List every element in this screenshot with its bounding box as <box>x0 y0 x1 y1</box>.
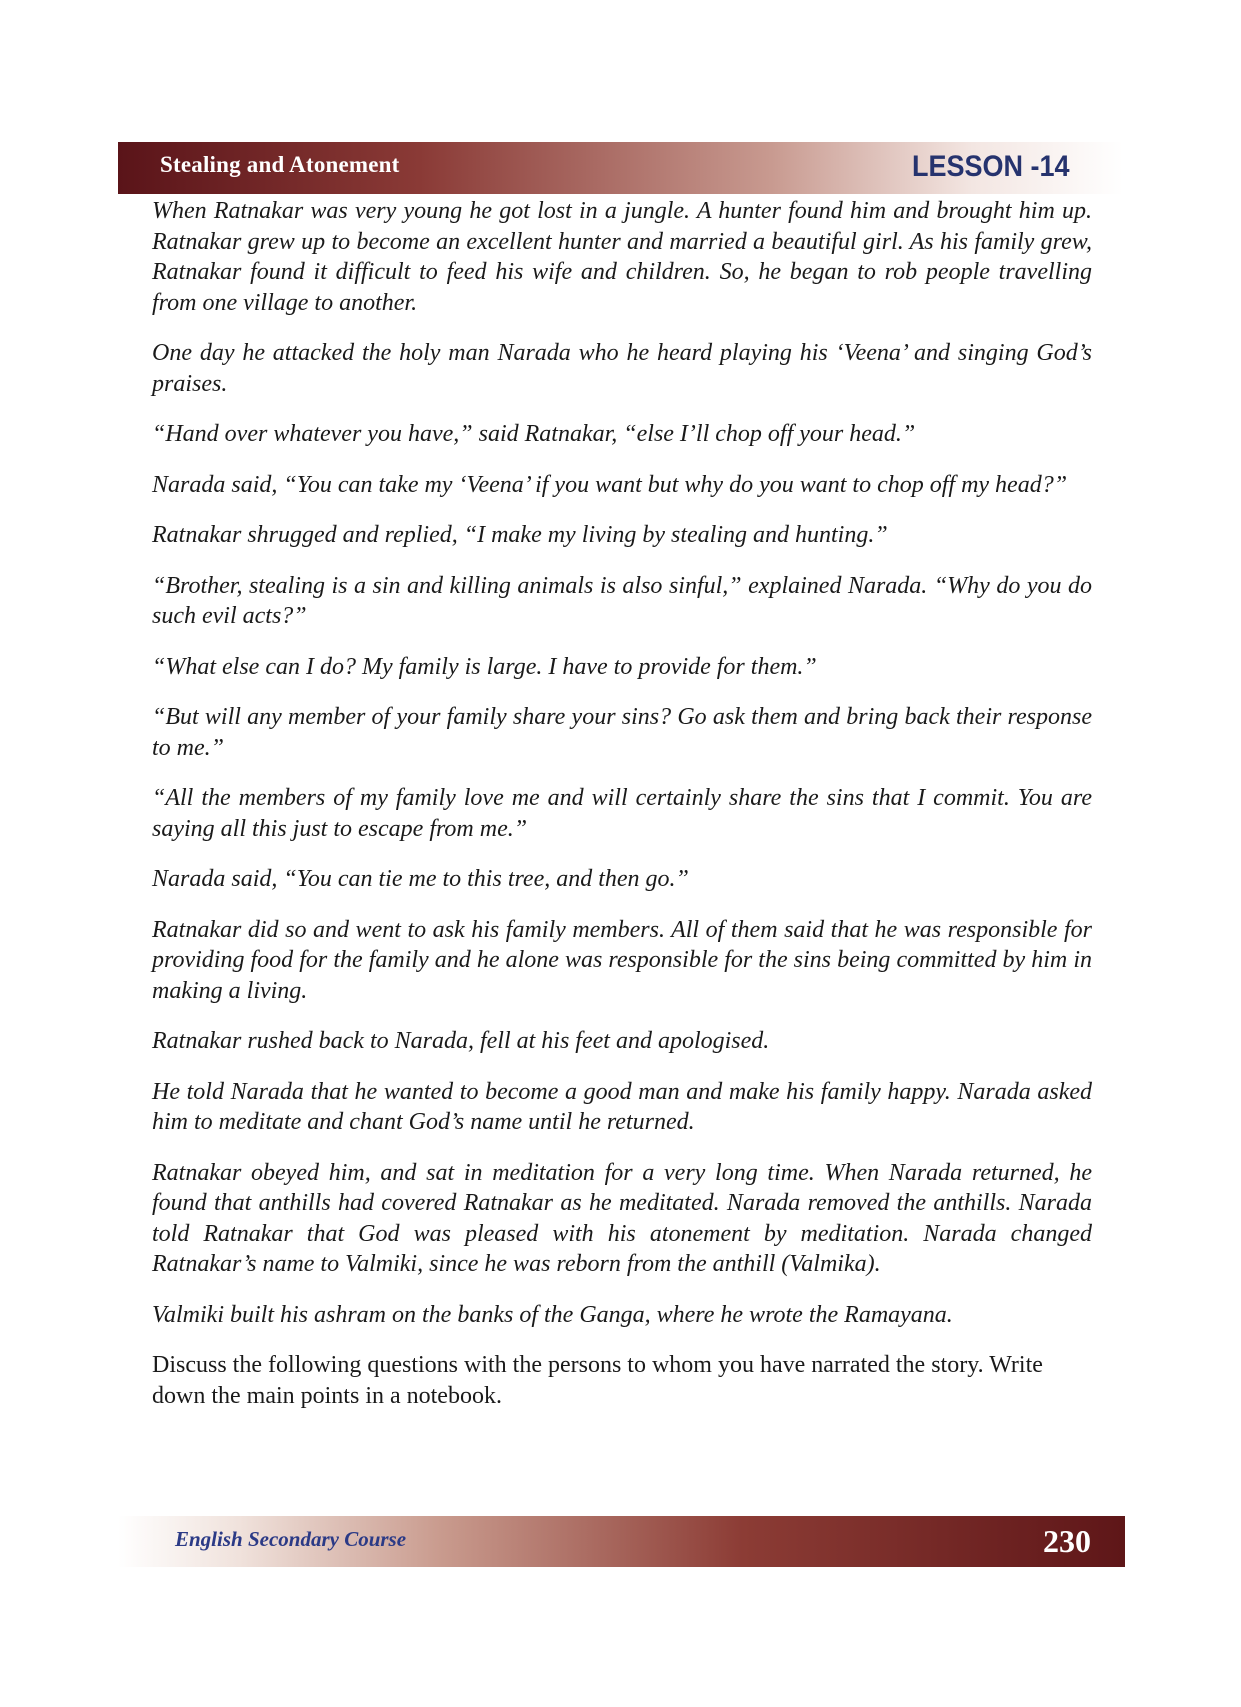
course-name: English Secondary Course <box>175 1527 407 1551</box>
story-paragraph: Ratnakar shrugged and replied, “I make my living by stealing and hunting.” <box>152 522 888 548</box>
story-paragraph: Ratnakar did so and went to ask his family members. All of them said that he was responsible for providing food for the family and he alone was responsible for the sins being committed by him in making a living. <box>152 916 1092 1004</box>
story-paragraph: Valmiki built his ashram on the banks of the Ganga, where he wrote the Ramayana. <box>152 1301 953 1328</box>
page-number: 230 <box>1043 1523 1091 1559</box>
story-paragraph: “What else can I do? My family is large. I have to provide for them.” <box>152 653 817 680</box>
story-paragraph: Narada said, “You can take my ‘Veena’ if you want but why do you want to chop off my head?” <box>152 471 1068 498</box>
story-paragraph: “Brother, stealing is a sin and killing animals is also sinful,” explained Narada. “Why do you do such evil acts?” <box>152 572 1092 629</box>
chapter-title: Stealing and Atonement <box>160 152 400 177</box>
story-paragraph: When Ratnakar was very young he got lost in a jungle. A hunter found him and brought him up. Ratnakar grew up to become an excellent hunter and married a beautiful girl. As his family grew, Ratnakar found it difficult to feed his wife and children. So, he began to rob people travelling from one village to another. <box>152 198 1092 316</box>
story-paragraph: Ratnakar obeyed him, and sat in meditation for a very long time. When Narada returned, he found that anthills had covered Ratnakar as he meditated. Narada removed the anthills. Narada told Ratnakar that God was pleased with his atonement by meditation. Narada changed Ratnakar’s name to Valmiki, since he was reborn from the anthill (Valmika). <box>152 1159 1092 1277</box>
lesson-label: LESSON -14 <box>912 150 1070 183</box>
story-paragraph: “But will any member of your family share your sins? Go ask them and bring back their response to me.” <box>152 704 1092 761</box>
story-body <box>152 196 1092 1411</box>
discussion-instruction: Discuss the following questions with the persons to whom you have narrated the story. Write down the main points in a notebook. <box>152 1352 1043 1409</box>
story-paragraph: “All the members of my family love me and will certainly share the sins that I commit. You are saying all this just to escape from me.” <box>152 785 1092 842</box>
story-paragraph: Narada said, “You can tie me to this tree, and then go.” <box>152 866 689 892</box>
story-paragraph: One day he attacked the holy man Narada who he heard playing his ‘Veena’ and singing God’s praises. <box>152 340 1092 397</box>
story-paragraph: Ratnakar rushed back to Narada, fell at his feet and apologised. <box>152 1028 770 1054</box>
story-paragraph: He told Narada that he wanted to become a good man and make his family happy. Narada asked him to meditate and chant God’s name until he returned. <box>152 1078 1092 1135</box>
story-paragraph: “Hand over whatever you have,” said Ratnakar, “else I’ll chop off your head.” <box>152 421 916 447</box>
